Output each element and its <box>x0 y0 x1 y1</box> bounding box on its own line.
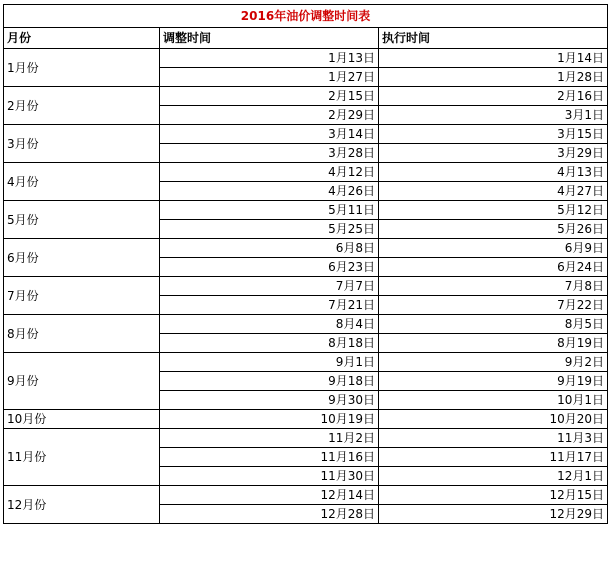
adjust-date: 7月21日 <box>160 296 379 315</box>
header-row <box>4 28 608 49</box>
adjust-date: 10月19日 <box>160 410 379 429</box>
execute-date: 11月17日 <box>379 448 608 467</box>
adjust-date: 9月30日 <box>160 391 379 410</box>
execute-date: 12月1日 <box>379 467 608 486</box>
execute-date: 1月28日 <box>379 68 608 87</box>
execute-date: 12月15日 <box>379 486 608 505</box>
table-title: 2016年油价调整时间表 <box>4 5 608 28</box>
execute-date: 10月1日 <box>379 391 608 410</box>
adjust-date: 3月14日 <box>160 125 379 144</box>
adjust-date: 9月1日 <box>160 353 379 372</box>
execute-date: 6月24日 <box>379 258 608 277</box>
table-row <box>4 201 608 220</box>
oil-price-schedule-table <box>3 4 608 524</box>
table-row <box>4 315 608 334</box>
adjust-date: 4月26日 <box>160 182 379 201</box>
month-label: 3月份 <box>4 125 160 163</box>
execute-date: 5月26日 <box>379 220 608 239</box>
month-label: 4月份 <box>4 163 160 201</box>
month-label: 12月份 <box>4 486 160 524</box>
adjust-date: 8月4日 <box>160 315 379 334</box>
table-row <box>4 277 608 296</box>
execute-date: 9月19日 <box>379 372 608 391</box>
month-label: 10月份 <box>4 410 160 429</box>
execute-date: 6月9日 <box>379 239 608 258</box>
execute-date: 2月16日 <box>379 87 608 106</box>
adjust-date: 8月18日 <box>160 334 379 353</box>
execute-date: 8月19日 <box>379 334 608 353</box>
adjust-date: 11月2日 <box>160 429 379 448</box>
adjust-date: 11月30日 <box>160 467 379 486</box>
adjust-date: 12月14日 <box>160 486 379 505</box>
adjust-date: 12月28日 <box>160 505 379 524</box>
month-label: 2月份 <box>4 87 160 125</box>
adjust-date: 2月29日 <box>160 106 379 125</box>
adjust-date: 6月8日 <box>160 239 379 258</box>
header-adjust-time: 调整时间 <box>160 28 379 49</box>
month-label: 5月份 <box>4 201 160 239</box>
adjust-date: 5月25日 <box>160 220 379 239</box>
execute-date: 12月29日 <box>379 505 608 524</box>
execute-date: 3月29日 <box>379 144 608 163</box>
execute-date: 8月5日 <box>379 315 608 334</box>
month-label: 1月份 <box>4 49 160 87</box>
table-row <box>4 239 608 258</box>
adjust-date: 3月28日 <box>160 144 379 163</box>
table-row <box>4 486 608 505</box>
month-label: 7月份 <box>4 277 160 315</box>
title-row <box>4 5 608 28</box>
execute-date: 7月8日 <box>379 277 608 296</box>
adjust-date: 1月13日 <box>160 49 379 68</box>
month-label: 9月份 <box>4 353 160 410</box>
table-row <box>4 49 608 68</box>
table-row <box>4 163 608 182</box>
execute-date: 11月3日 <box>379 429 608 448</box>
adjust-date: 6月23日 <box>160 258 379 277</box>
month-label: 6月份 <box>4 239 160 277</box>
execute-date: 4月27日 <box>379 182 608 201</box>
adjust-date: 9月18日 <box>160 372 379 391</box>
table-row <box>4 87 608 106</box>
header-month: 月份 <box>4 28 160 49</box>
month-label: 11月份 <box>4 429 160 486</box>
adjust-date: 4月12日 <box>160 163 379 182</box>
schedule-body <box>4 49 608 524</box>
month-label: 8月份 <box>4 315 160 353</box>
table-row <box>4 429 608 448</box>
execute-date: 1月14日 <box>379 49 608 68</box>
execute-date: 10月20日 <box>379 410 608 429</box>
adjust-date: 7月7日 <box>160 277 379 296</box>
adjust-date: 1月27日 <box>160 68 379 87</box>
execute-date: 3月15日 <box>379 125 608 144</box>
execute-date: 3月1日 <box>379 106 608 125</box>
table-row <box>4 353 608 372</box>
table-row <box>4 410 608 429</box>
execute-date: 9月2日 <box>379 353 608 372</box>
header-execute-time: 执行时间 <box>379 28 608 49</box>
execute-date: 5月12日 <box>379 201 608 220</box>
adjust-date: 5月11日 <box>160 201 379 220</box>
execute-date: 4月13日 <box>379 163 608 182</box>
adjust-date: 11月16日 <box>160 448 379 467</box>
table-row <box>4 125 608 144</box>
adjust-date: 2月15日 <box>160 87 379 106</box>
execute-date: 7月22日 <box>379 296 608 315</box>
